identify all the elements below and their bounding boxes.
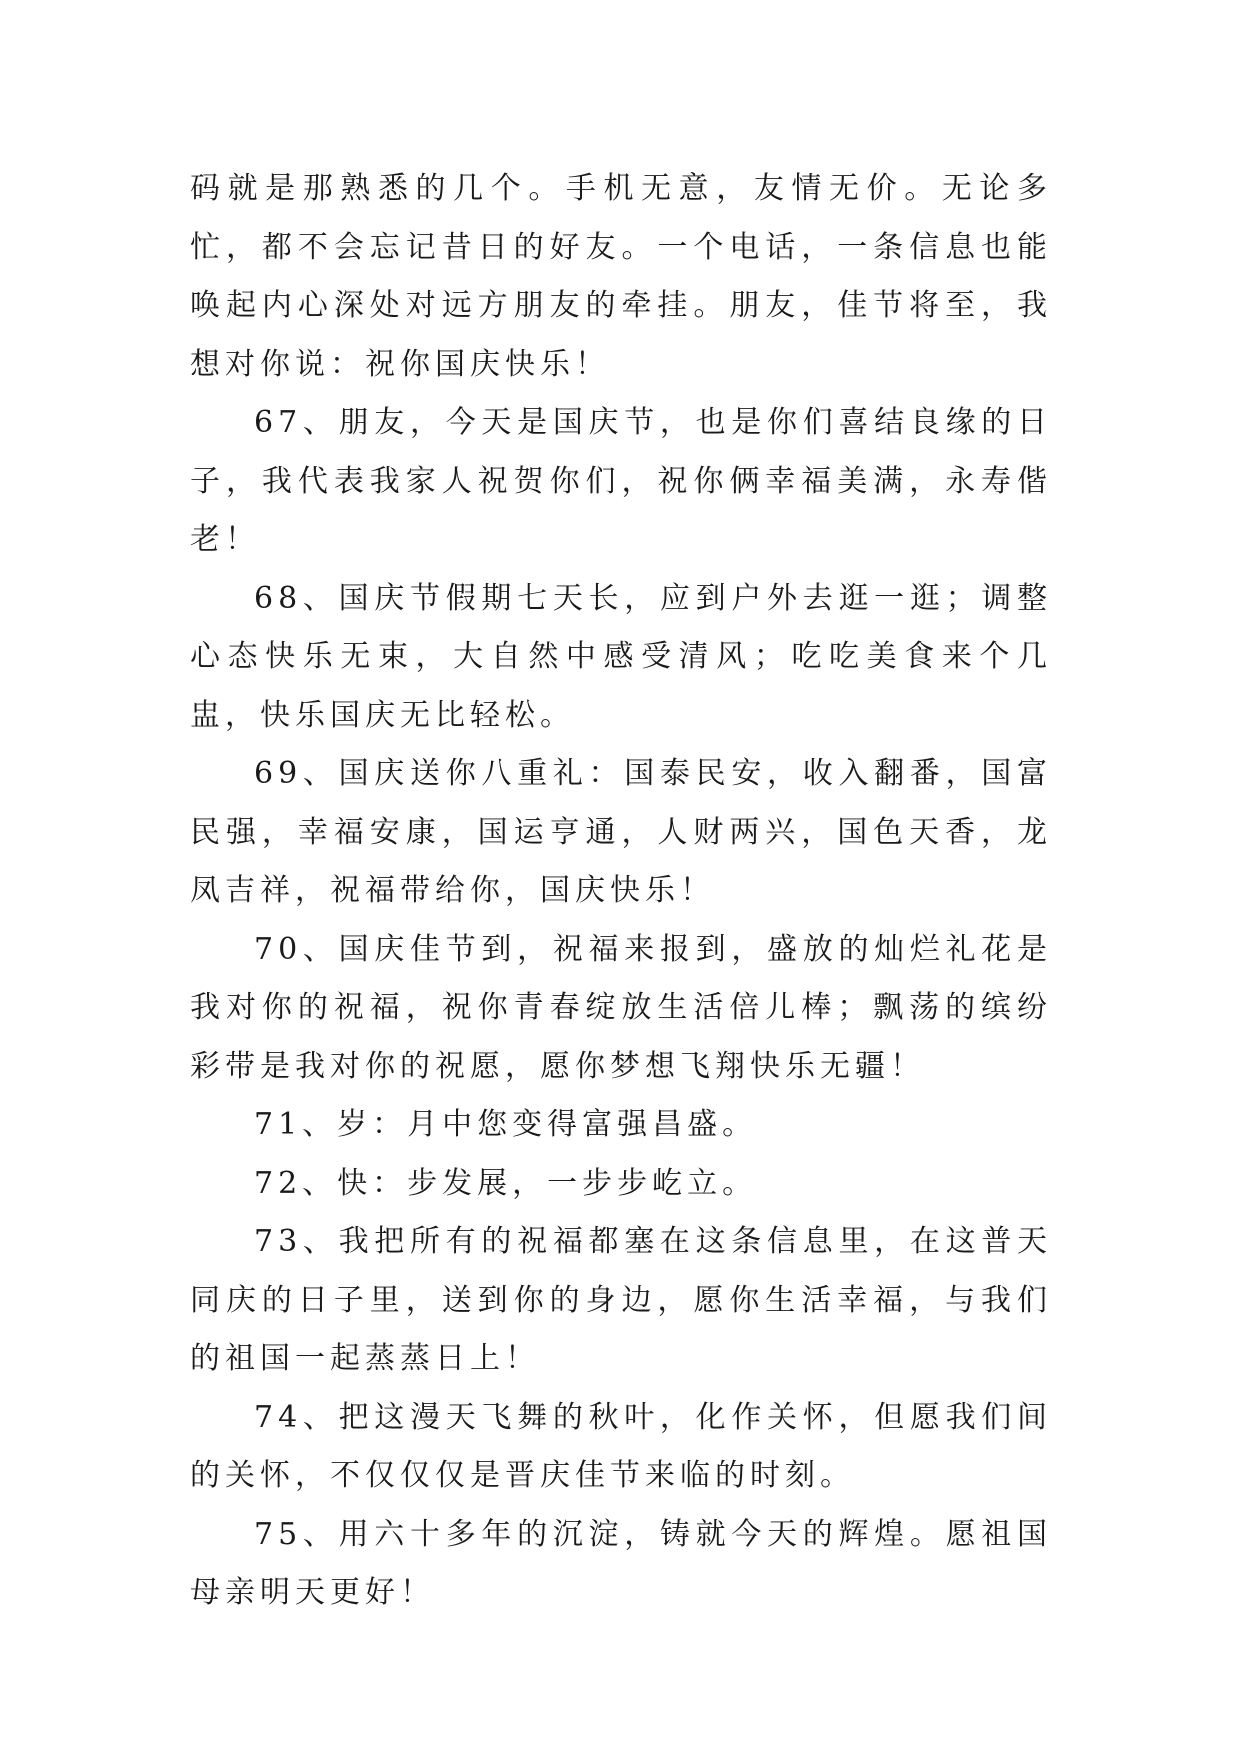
paragraph-72: 72、快：步发展，一步步屹立。 — [254, 1165, 758, 1201]
paragraph-69: 69、国庆送你八重礼：国泰民安，收入翻番，国富民强，幸福安康，国运亨通，人财两兴，国色天香，龙凤吉祥，祝福带给你，国庆快乐！ — [190, 756, 1052, 908]
paragraph-71: 71、岁：月中您变得富强昌盛。 — [254, 1107, 758, 1142]
paragraph-67: 67、朋友，今天是国庆节，也是你们喜结良缘的日子，我代表我家人祝贺你们，祝你俩幸福美满，永寿偕老！ — [190, 405, 1052, 557]
document-body — [190, 160, 1052, 1623]
paragraph-68: 68、国庆节假期七天长，应到户外去逛一逛；调整心态快乐无束，大自然中感受清风；吃吃美食来个几盅，快乐国庆无比轻松。 — [190, 580, 1052, 733]
paragraph-continuation: 码就是那熟悉的几个。手机无意，友情无价。无论多忙，都不会忘记昔日的好友。一个电话，一条信息也能唤起内心深处对远方朋友的牵挂。朋友，佳节将至，我想对你说：祝你国庆快乐！ — [190, 171, 1052, 382]
paragraph-73: 73、我把所有的祝福都塞在这条信息里，在这普天同庆的日子里，送到你的身边，愿你生活幸福，与我们的祖国一起蒸蒸日上！ — [190, 1224, 1052, 1376]
paragraph-74: 74、把这漫天飞舞的秋叶，化作关怀，但愿我们间的关怀，不仅仅仅是晋庆佳节来临的时刻。 — [190, 1399, 1052, 1493]
paragraph-75: 75、用六十多年的沉淀，铸就今天的辉煌。愿祖国母亲明天更好！ — [190, 1516, 1052, 1610]
paragraph-70: 70、国庆佳节到，祝福来报到，盛放的灿烂礼花是我对你的祝福，祝你青春绽放生活倍儿棒；飘荡的缤纷彩带是我对你的祝愿，愿你梦想飞翔快乐无疆！ — [190, 931, 1052, 1084]
